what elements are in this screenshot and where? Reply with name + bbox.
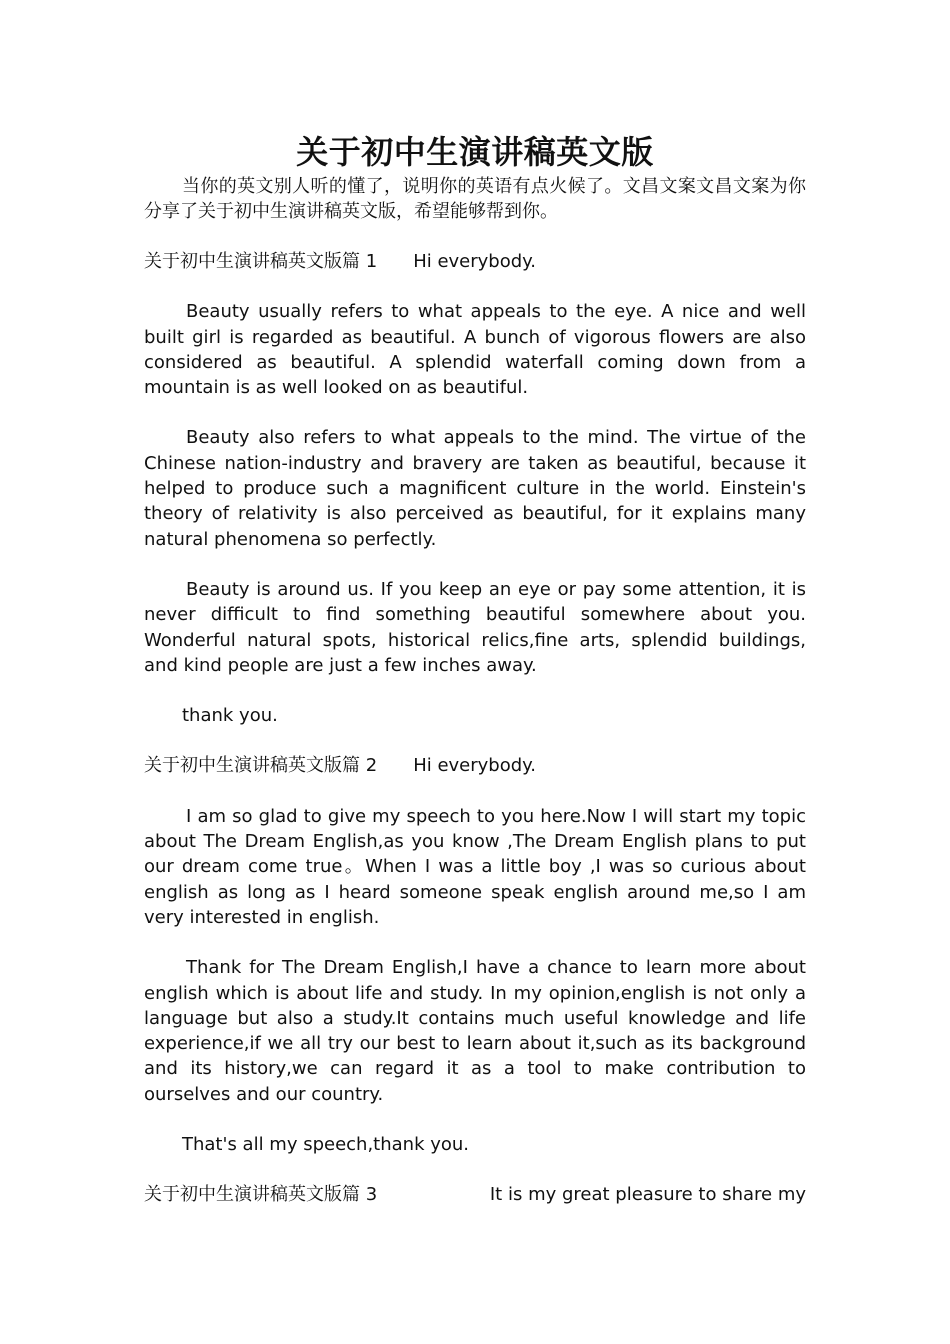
section-heading: 关于初中生演讲稿英文版篇 2: [144, 755, 378, 777]
section-greeting: Hi everybody.: [413, 251, 536, 272]
body-paragraph: I am so glad to give my speech to you here.Now I will start my topic about The Dream English,as you know ,The Dream English plans to put our dream come true。When I was a little boy ,I was so curious about english as long as I heard someone speak english around me,so I am very interested in english.: [144, 805, 806, 928]
document-title: 关于初中生演讲稿英文版: [296, 133, 654, 171]
spacer: [144, 274, 806, 299]
section-heading: 关于初中生演讲稿英文版篇 1: [144, 251, 378, 272]
section-closing: thank you.: [182, 705, 278, 727]
spacer: [144, 400, 806, 425]
spacer: [144, 1157, 806, 1182]
spacer: [144, 1107, 806, 1132]
spacer: [144, 678, 806, 703]
section-2: [144, 753, 806, 1157]
spacer: [144, 779, 806, 804]
spacer: [144, 552, 806, 577]
spacer: [144, 224, 806, 249]
section-greeting: Hi everybody.: [413, 755, 536, 777]
spacer: [144, 728, 806, 753]
body-paragraph: Beauty usually refers to what appeals to the eye. A nice and well built girl is regarded as beautiful. A bunch of vigorous flowers are also considered as beautiful. A splendid waterfall coming down from a mountain is as well looked on as beautiful.: [144, 301, 806, 399]
section-1: [144, 249, 806, 728]
section-3: [144, 1182, 806, 1207]
section-heading-line: [144, 249, 806, 274]
intro-paragraph: 当你的英文别人听的懂了，说明你的英语有点火候了。文昌文案文昌文案为你分享了关于初中生演讲稿英文版，希望能够帮到你。: [144, 176, 806, 222]
spacer: [144, 930, 806, 955]
document-page: [144, 130, 806, 1208]
section-heading-line: [144, 753, 806, 778]
section-heading-line: [144, 1182, 806, 1207]
section-heading: 关于初中生演讲稿英文版篇 3: [144, 1184, 378, 1206]
section-opening: It is my great pleasure to share my: [489, 1184, 806, 1206]
section-closing: That's all my speech,thank you.: [182, 1134, 470, 1156]
body-paragraph: Beauty is around us. If you keep an eye or pay some attention, it is never difficult to find something beautiful somewhere about you. Wonderful natural spots, historical relics,fine arts, splendid buildings, and kind people are just a few inches away.: [144, 578, 806, 676]
body-paragraph: Thank for The Dream English,I have a chance to learn more about english which is about life and study. In my opinion,english is not only a language but also a study.It contains much useful knowledge and life experience,if we all try our best to learn about it,such as its background and its history,we can regard it as a tool to make contribution to ourselves and our country.: [144, 957, 806, 1105]
body-paragraph: Beauty also refers to what appeals to the mind. The virtue of the Chinese nation-industry and bravery are taken as beautiful, because it helped to produce such a magnificent culture in the world. Einstein's theory of relativity is also perceived as beautiful, for it explains many natural phenomena so perfectly.: [144, 427, 806, 550]
